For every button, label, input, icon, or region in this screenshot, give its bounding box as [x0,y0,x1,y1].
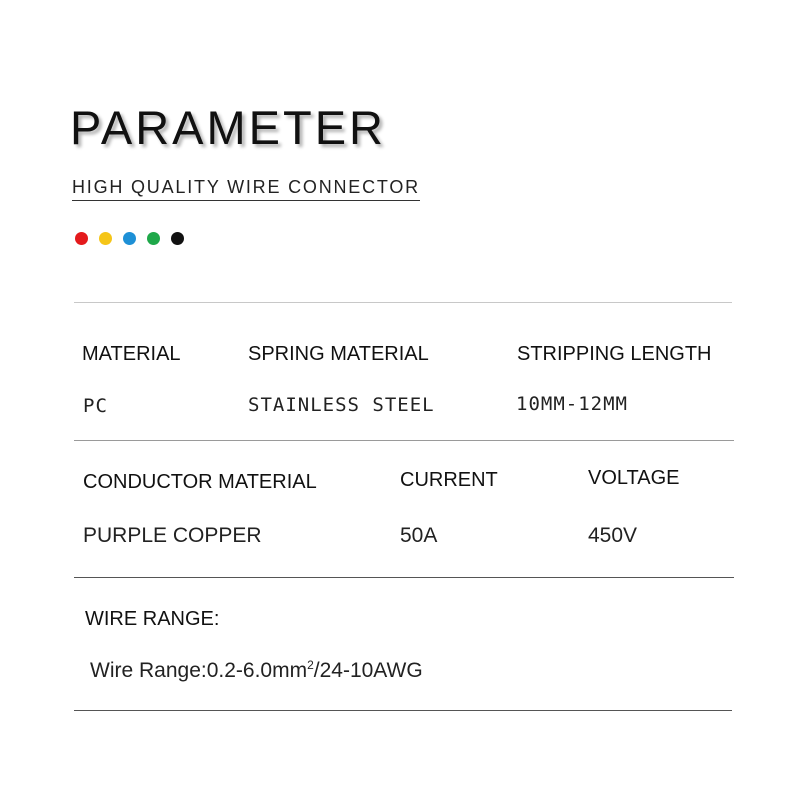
wire-range-suffix: /24-10AWG [313,659,423,682]
spring-material-label: SPRING MATERIAL [248,343,429,365]
divider-bottom [74,710,732,711]
wire-range-superscript: 2 [307,658,314,672]
spring-material-value: STAINLESS STEEL [248,394,435,416]
stripping-length-value: 10MM-12MM [516,393,628,415]
conductor-material-value: PURPLE COPPER [83,524,262,547]
page-title: PARAMETER [70,101,386,154]
stripping-length-label: STRIPPING LENGTH [517,343,712,365]
color-dot-black [171,232,184,245]
wire-range-value [90,659,423,681]
wire-range-heading [85,609,219,629]
wire-range-colon: : [213,608,220,630]
conductor-material-label: CONDUCTOR MATERIAL [83,471,317,493]
color-dot-yellow [99,232,112,245]
divider-2 [74,577,734,578]
voltage-value: 450V [588,524,638,547]
color-dot-red [75,232,88,245]
current-label: CURRENT [400,469,498,491]
divider-top [74,302,732,303]
color-dots [75,232,184,245]
divider-1 [74,440,734,441]
color-dot-green [147,232,160,245]
current-value: 50A [400,524,438,547]
color-dot-blue [123,232,136,245]
material-value: PC [83,395,108,417]
voltage-label: VOLTAGE [588,467,680,489]
material-label: MATERIAL [82,343,181,365]
page-subtitle: HIGH QUALITY WIRE CONNECTOR [72,178,420,201]
wire-range-prefix: Wire Range:0.2-6.0mm [90,659,308,682]
wire-range-label: WIRE RANGE [85,608,214,630]
